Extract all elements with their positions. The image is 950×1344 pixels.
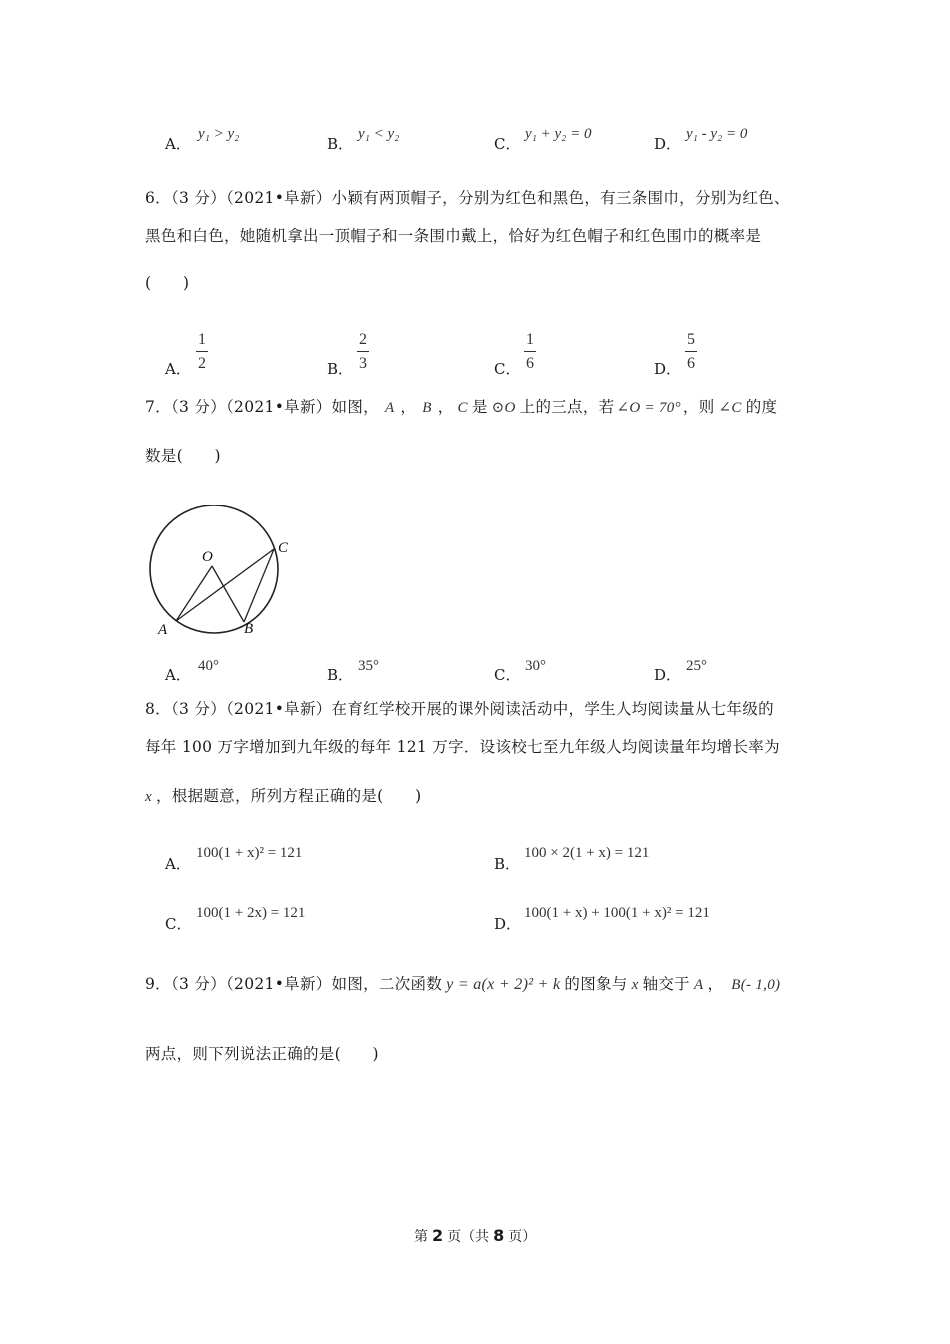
footer-total-pages: 8: [493, 1226, 505, 1245]
q9-point-a: A: [693, 977, 704, 993]
q6-option-a-label: A．: [165, 360, 191, 378]
q6-option-c-label: C．: [494, 360, 521, 378]
q8-text-line2: 每年 100 万字增加到九年级的每年 121 万字．设该校七至九年级人均阅读量年均增长率为: [145, 738, 780, 756]
q6-option-a-fraction: [196, 330, 208, 374]
q9-point-b: B(- 1,0): [731, 977, 781, 993]
q7-label-o: O: [202, 549, 213, 565]
q8-option-a-label: A．: [165, 855, 191, 873]
q9-text-line2: 两点，则下列说法正确的是( ): [145, 1045, 379, 1063]
q6-option-d-fraction: [685, 330, 697, 374]
q6-option-d-label: D．: [654, 360, 682, 378]
q7-angle-o: ∠O = 70°: [616, 400, 681, 416]
q8-option-c-label: C．: [165, 915, 192, 933]
footer-pre: 第: [414, 1229, 428, 1245]
q7-option-b-value: 35°: [358, 658, 379, 674]
q7-label-c: C: [278, 540, 289, 556]
q7-label-a: A: [158, 622, 168, 638]
q9-function: y = a(x + 2)² + k: [446, 976, 561, 993]
q9-comma: ，: [707, 975, 724, 993]
q6-option-c-numerator: 1: [526, 331, 534, 348]
q7-prefix: 7．（3 分）（2021•阜新）如图，: [145, 398, 379, 416]
q7-point-c: C: [457, 400, 468, 416]
q5-option-d-label: D．: [654, 135, 682, 153]
q5-option-c-expr: y₁ + y₂ = 0: [525, 126, 592, 142]
q6-text-line2: 黑色和白色，她随机拿出一顶帽子和一条围巾戴上，恰好为红色帽子和红色围巾的概率是: [145, 227, 762, 245]
q7-option-a-value: 40°: [198, 658, 219, 674]
q6-option-d-denominator: 6: [687, 355, 695, 372]
q6-text-line3: ( ): [145, 274, 190, 292]
footer-mid: 页（共: [447, 1229, 490, 1245]
q8-line3-text: ，根据题意，所列方程正确的是( ): [155, 787, 422, 805]
q5-option-a-expr: y₁ > y₂: [198, 126, 240, 142]
q6-option-c-fraction: [524, 330, 536, 374]
q8-option-d-expr: 100(1 + x) + 100(1 + x)² = 121: [524, 905, 710, 921]
q7-option-d-value: 25°: [686, 658, 707, 674]
q5-option-a-label: A．: [165, 135, 191, 153]
q8-variable-x: x: [145, 789, 152, 805]
q9-text-line1: [145, 972, 780, 994]
q6-option-b-numerator: 2: [359, 331, 367, 348]
q5-option-c-label: C．: [494, 135, 521, 153]
q7-then: ，则: [682, 398, 715, 416]
q7-option-c-value: 30°: [525, 658, 546, 674]
q8-text-line3: [145, 784, 421, 806]
q7-option-d-label: D．: [654, 666, 682, 684]
q7-suffix: 的度: [745, 398, 778, 416]
q9-mid: 的图象与: [564, 975, 628, 993]
q7-comma-1: ，: [400, 398, 417, 416]
q6-text-line1: 6．（3 分）（2021•阜新）小颖有两顶帽子，分别为红色和黑色，有三条围巾，分别为红色、: [145, 189, 790, 207]
q5-option-b-expr: y₁ < y₂: [358, 126, 400, 142]
footer-page-number: 2: [432, 1226, 444, 1245]
q7-is: 是: [471, 398, 488, 416]
footer-post: 页）: [508, 1229, 537, 1245]
page-footer: [414, 1226, 536, 1246]
q6-option-a-denominator: 2: [198, 355, 206, 372]
q8-option-d-label: D．: [494, 915, 522, 933]
q6-option-b-fraction: [357, 330, 369, 374]
q6-option-b-denominator: 3: [359, 355, 367, 372]
q9-x-axis: x: [631, 977, 639, 993]
q8-option-c-expr: 100(1 + 2x) = 121: [196, 905, 306, 921]
q7-segment-ao: [176, 566, 212, 621]
q8-option-a-expr: 100(1 + x)² = 121: [196, 845, 303, 861]
q9-mid2: 轴交于: [642, 975, 690, 993]
q5-option-d-expr: y₁ - y₂ = 0: [686, 126, 748, 142]
q7-label-b: B: [244, 621, 254, 637]
q7-text-line1: [145, 395, 777, 417]
q8-option-b-expr: 100 × 2(1 + x) = 121: [524, 845, 650, 861]
q6-option-a-numerator: 1: [198, 331, 206, 348]
q8-text-line1: 8．（3 分）（2021•阜新）在育红学校开展的课外阅读活动中，学生人均阅读量从七年级的: [145, 700, 774, 718]
q7-option-a-label: A．: [165, 666, 191, 684]
q5-option-b-label: B．: [327, 135, 354, 153]
q7-angle-c: ∠C: [718, 400, 742, 416]
q7-circle-figure: [140, 505, 310, 645]
q7-point-a: A: [384, 400, 395, 416]
q7-middle: 上的三点，若: [519, 398, 615, 416]
q6-option-d-numerator: 5: [687, 331, 695, 348]
q9-prefix: 9．（3 分）（2021•阜新）如图，二次函数: [145, 975, 443, 993]
q7-text-line2: 数是( ): [145, 447, 221, 465]
q6-option-c-denominator: 6: [526, 355, 534, 372]
q7-option-b-label: B．: [327, 666, 354, 684]
q6-option-b-label: B．: [327, 360, 354, 378]
q7-circle-o: ⊙O: [491, 400, 516, 416]
q7-point-b: B: [422, 400, 432, 416]
q8-option-b-label: B．: [494, 855, 521, 873]
q7-option-c-label: C．: [494, 666, 521, 684]
q7-comma-2: ，: [437, 398, 454, 416]
